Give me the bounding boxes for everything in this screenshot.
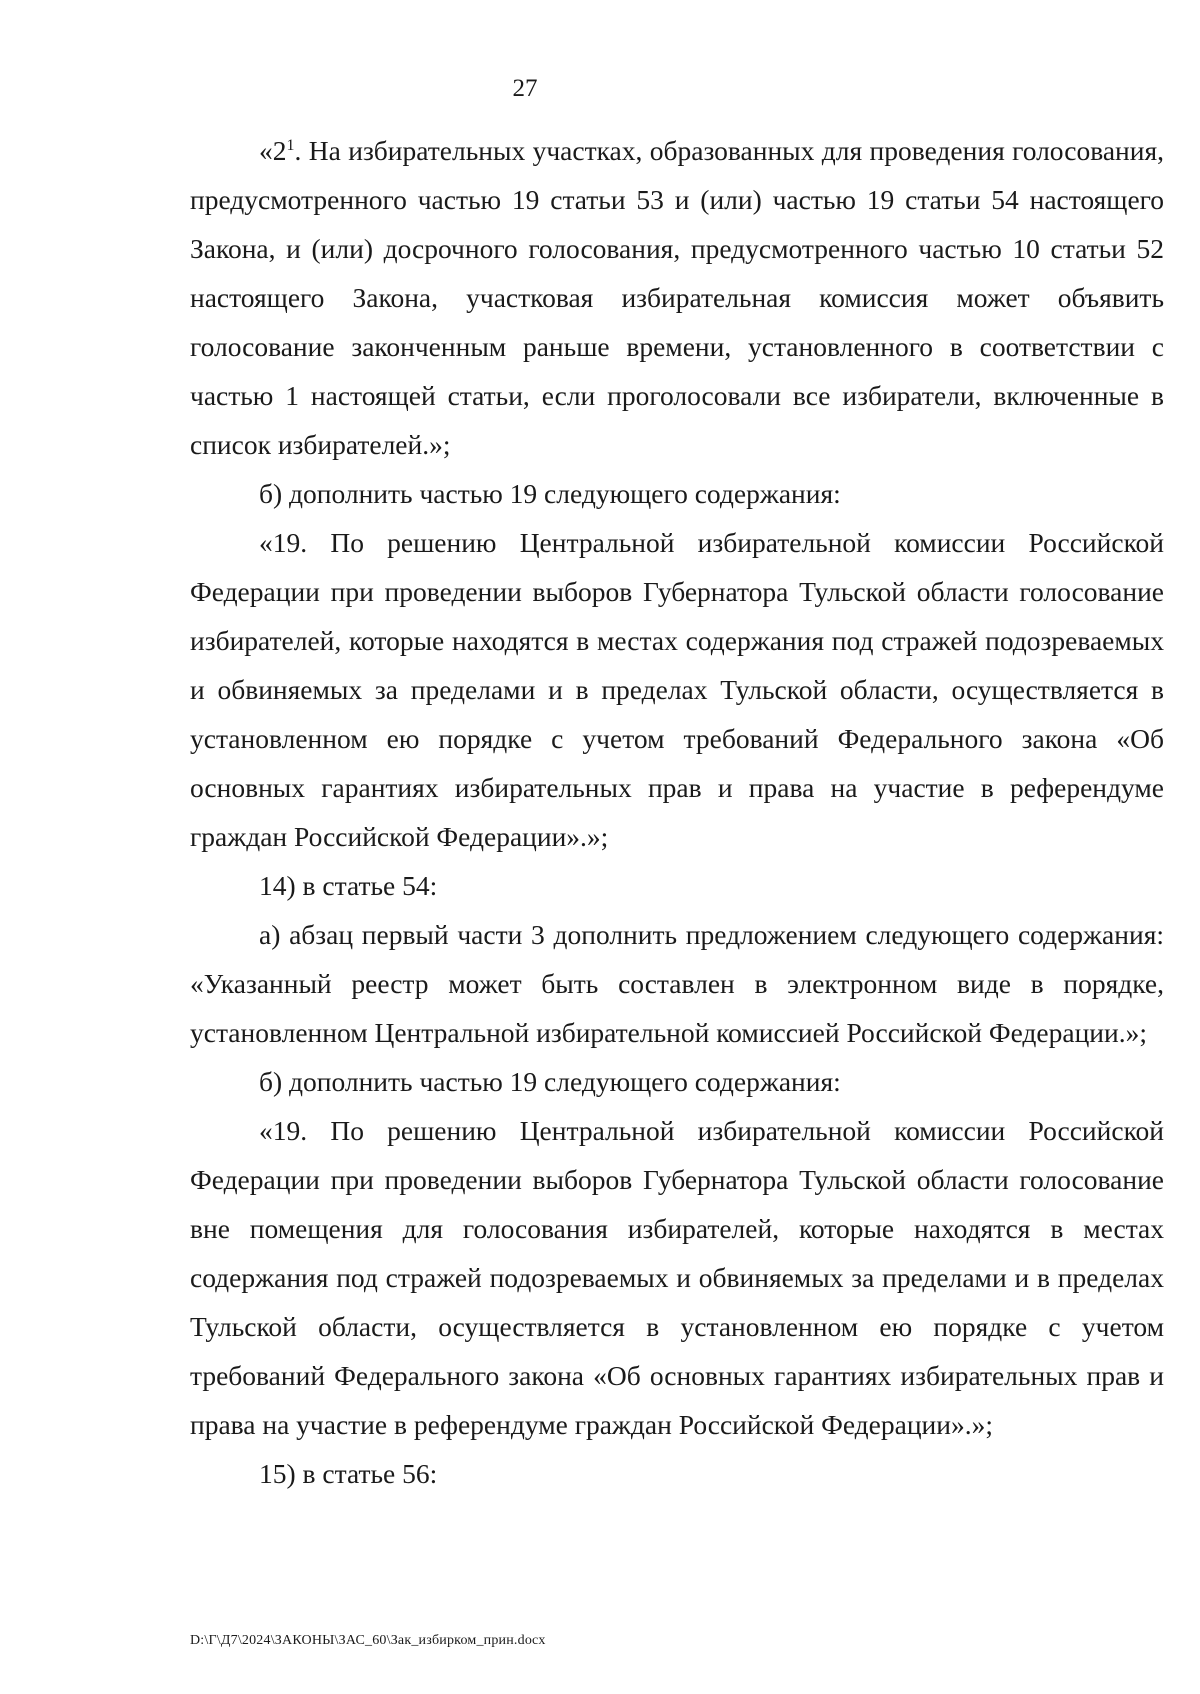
paragraph-item-14: 14) в статье 54: [259,870,438,901]
paragraph-item-b: б) дополнить частью 19 следующего содержания: [259,1066,841,1097]
paragraph-item-a: а) абзац первый части 3 дополнить предложением следующего содержания: «Указанный реестр может быть составлен в электронном виде в порядке, установленном Центральной избирательной комиссией Российской Федерации.»; [190,919,1164,1048]
document-body [190,126,1164,1498]
paragraph-clause-2-1 [190,126,1164,469]
paragraph-clause-19: «19. По решению Центральной избирательной комиссии Российской Федерации при проведении выборов Губернатора Тульской области голосование вне помещения для голосования избирателей, которые находятся в местах содержания под стражей подозреваемых и обвиняемых за пределами и в пределах Тульской области, осуществляется в установленном ею порядке с учетом требований Федерального закона «Об основных гарантиях избирательных прав и права на участие в референдуме граждан Российской Федерации».»; [190,1115,1164,1440]
clause-number-prefix: «2 [259,135,287,166]
clause-number-superscript: 1 [286,136,295,154]
file-path-footer: D:\Г\Д7\2024\ЗАКОНЫ\ЗАС_60\Зак_избирком_прин.docx [190,1633,546,1648]
paragraph-item-b: б) дополнить частью 19 следующего содержания: [259,478,841,509]
paragraph-clause-19: «19. По решению Центральной избирательной комиссии Российской Федерации при проведении выборов Губернатора Тульской области голосование избирателей, которые находятся в местах содержания под стражей подозреваемых и обвиняемых за пределами и в пределах Тульской области, осуществляется в установленном ею порядке с учетом требований Федерального закона «Об основных гарантиях избирательных прав и права на участие в референдуме граждан Российской Федерации».»; [190,527,1164,852]
paragraph-item-15: 15) в статье 56: [259,1458,438,1489]
clause-text: . На избирательных участках, образованных для проведения голосования, предусмотренного частью 19 статьи 53 и (или) частью 19 статьи 54 настоящего Закона, и (или) досрочного голосования, предусмотренного частью 10 статьи 52 настоящего Закона, участковая избирательная комиссия может объявить голосование законченным раньше времени, установленного в соответствии с частью 1 настоящей статьи, если проголосовали все избиратели, включенные в список избирателей.»; [190,135,1164,460]
page-number: 27 [512,75,538,102]
